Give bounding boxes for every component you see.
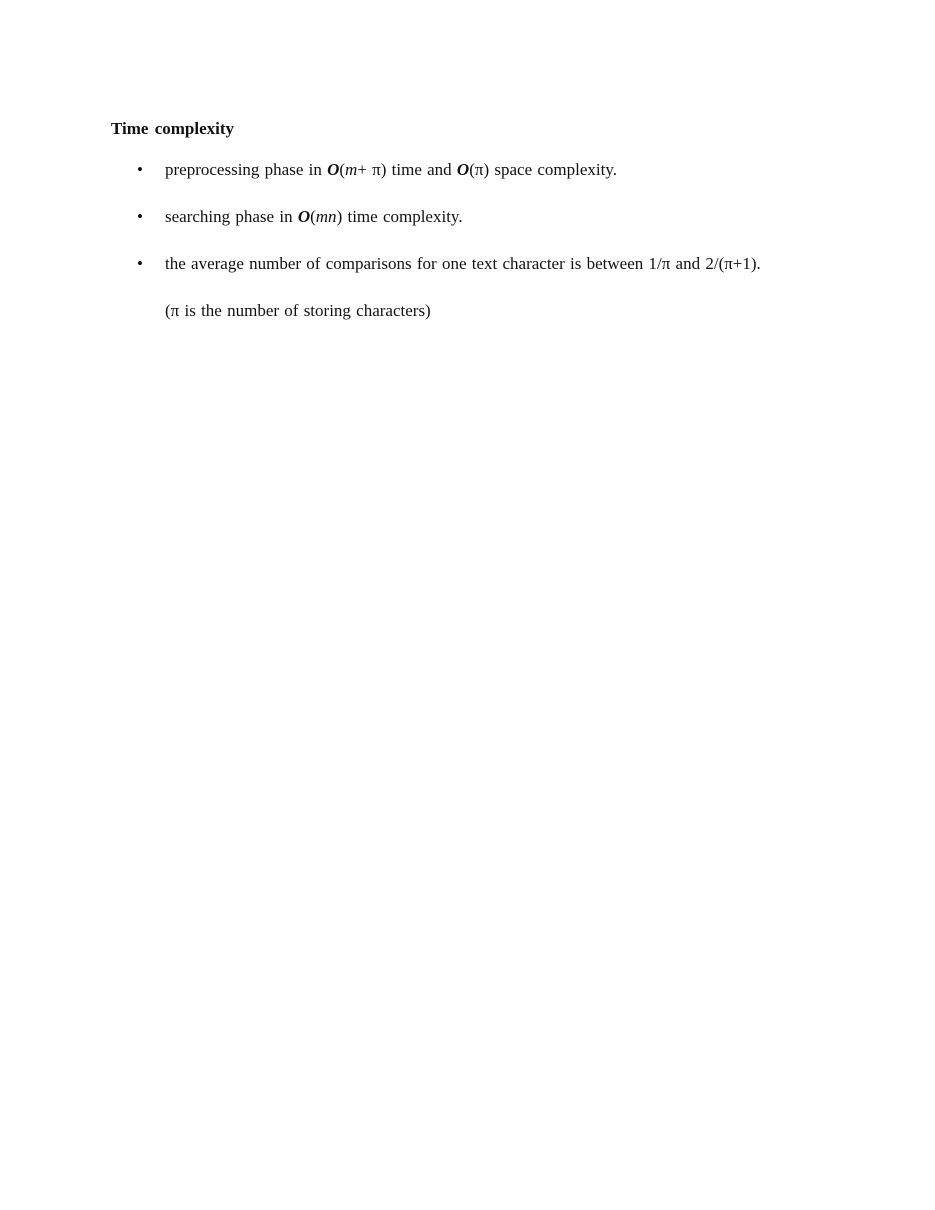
text-segment: (π) space complexity. bbox=[469, 160, 617, 179]
list-item-text: the average number of comparisons for one text character is between 1/π and 2/(π+1). bbox=[165, 254, 761, 273]
bullet-marker: • bbox=[137, 160, 143, 179]
list-item-text bbox=[165, 160, 617, 180]
bullet-marker: • bbox=[137, 207, 143, 226]
list-item bbox=[0, 160, 935, 184]
big-o-symbol: O bbox=[456, 160, 470, 179]
variable-mn: mn bbox=[315, 207, 337, 226]
big-o-symbol: O bbox=[327, 160, 340, 179]
footnote-text: (π is the number of storing characters) bbox=[165, 301, 431, 320]
text-segment: ) time complexity. bbox=[336, 207, 463, 226]
list-item bbox=[0, 207, 935, 231]
list-item bbox=[0, 254, 935, 278]
text-segment: ( bbox=[339, 160, 346, 179]
section-heading: Time complexity bbox=[111, 119, 235, 138]
big-o-symbol: O bbox=[297, 207, 311, 226]
text-segment: preprocessing phase in bbox=[165, 160, 328, 179]
text-segment: ( bbox=[310, 207, 316, 226]
bullet-marker: • bbox=[137, 254, 143, 273]
text-segment: searching phase in bbox=[165, 207, 298, 226]
list-item-text bbox=[165, 207, 463, 227]
variable-m: m bbox=[345, 160, 358, 179]
text-segment: + π) time and bbox=[357, 160, 457, 179]
